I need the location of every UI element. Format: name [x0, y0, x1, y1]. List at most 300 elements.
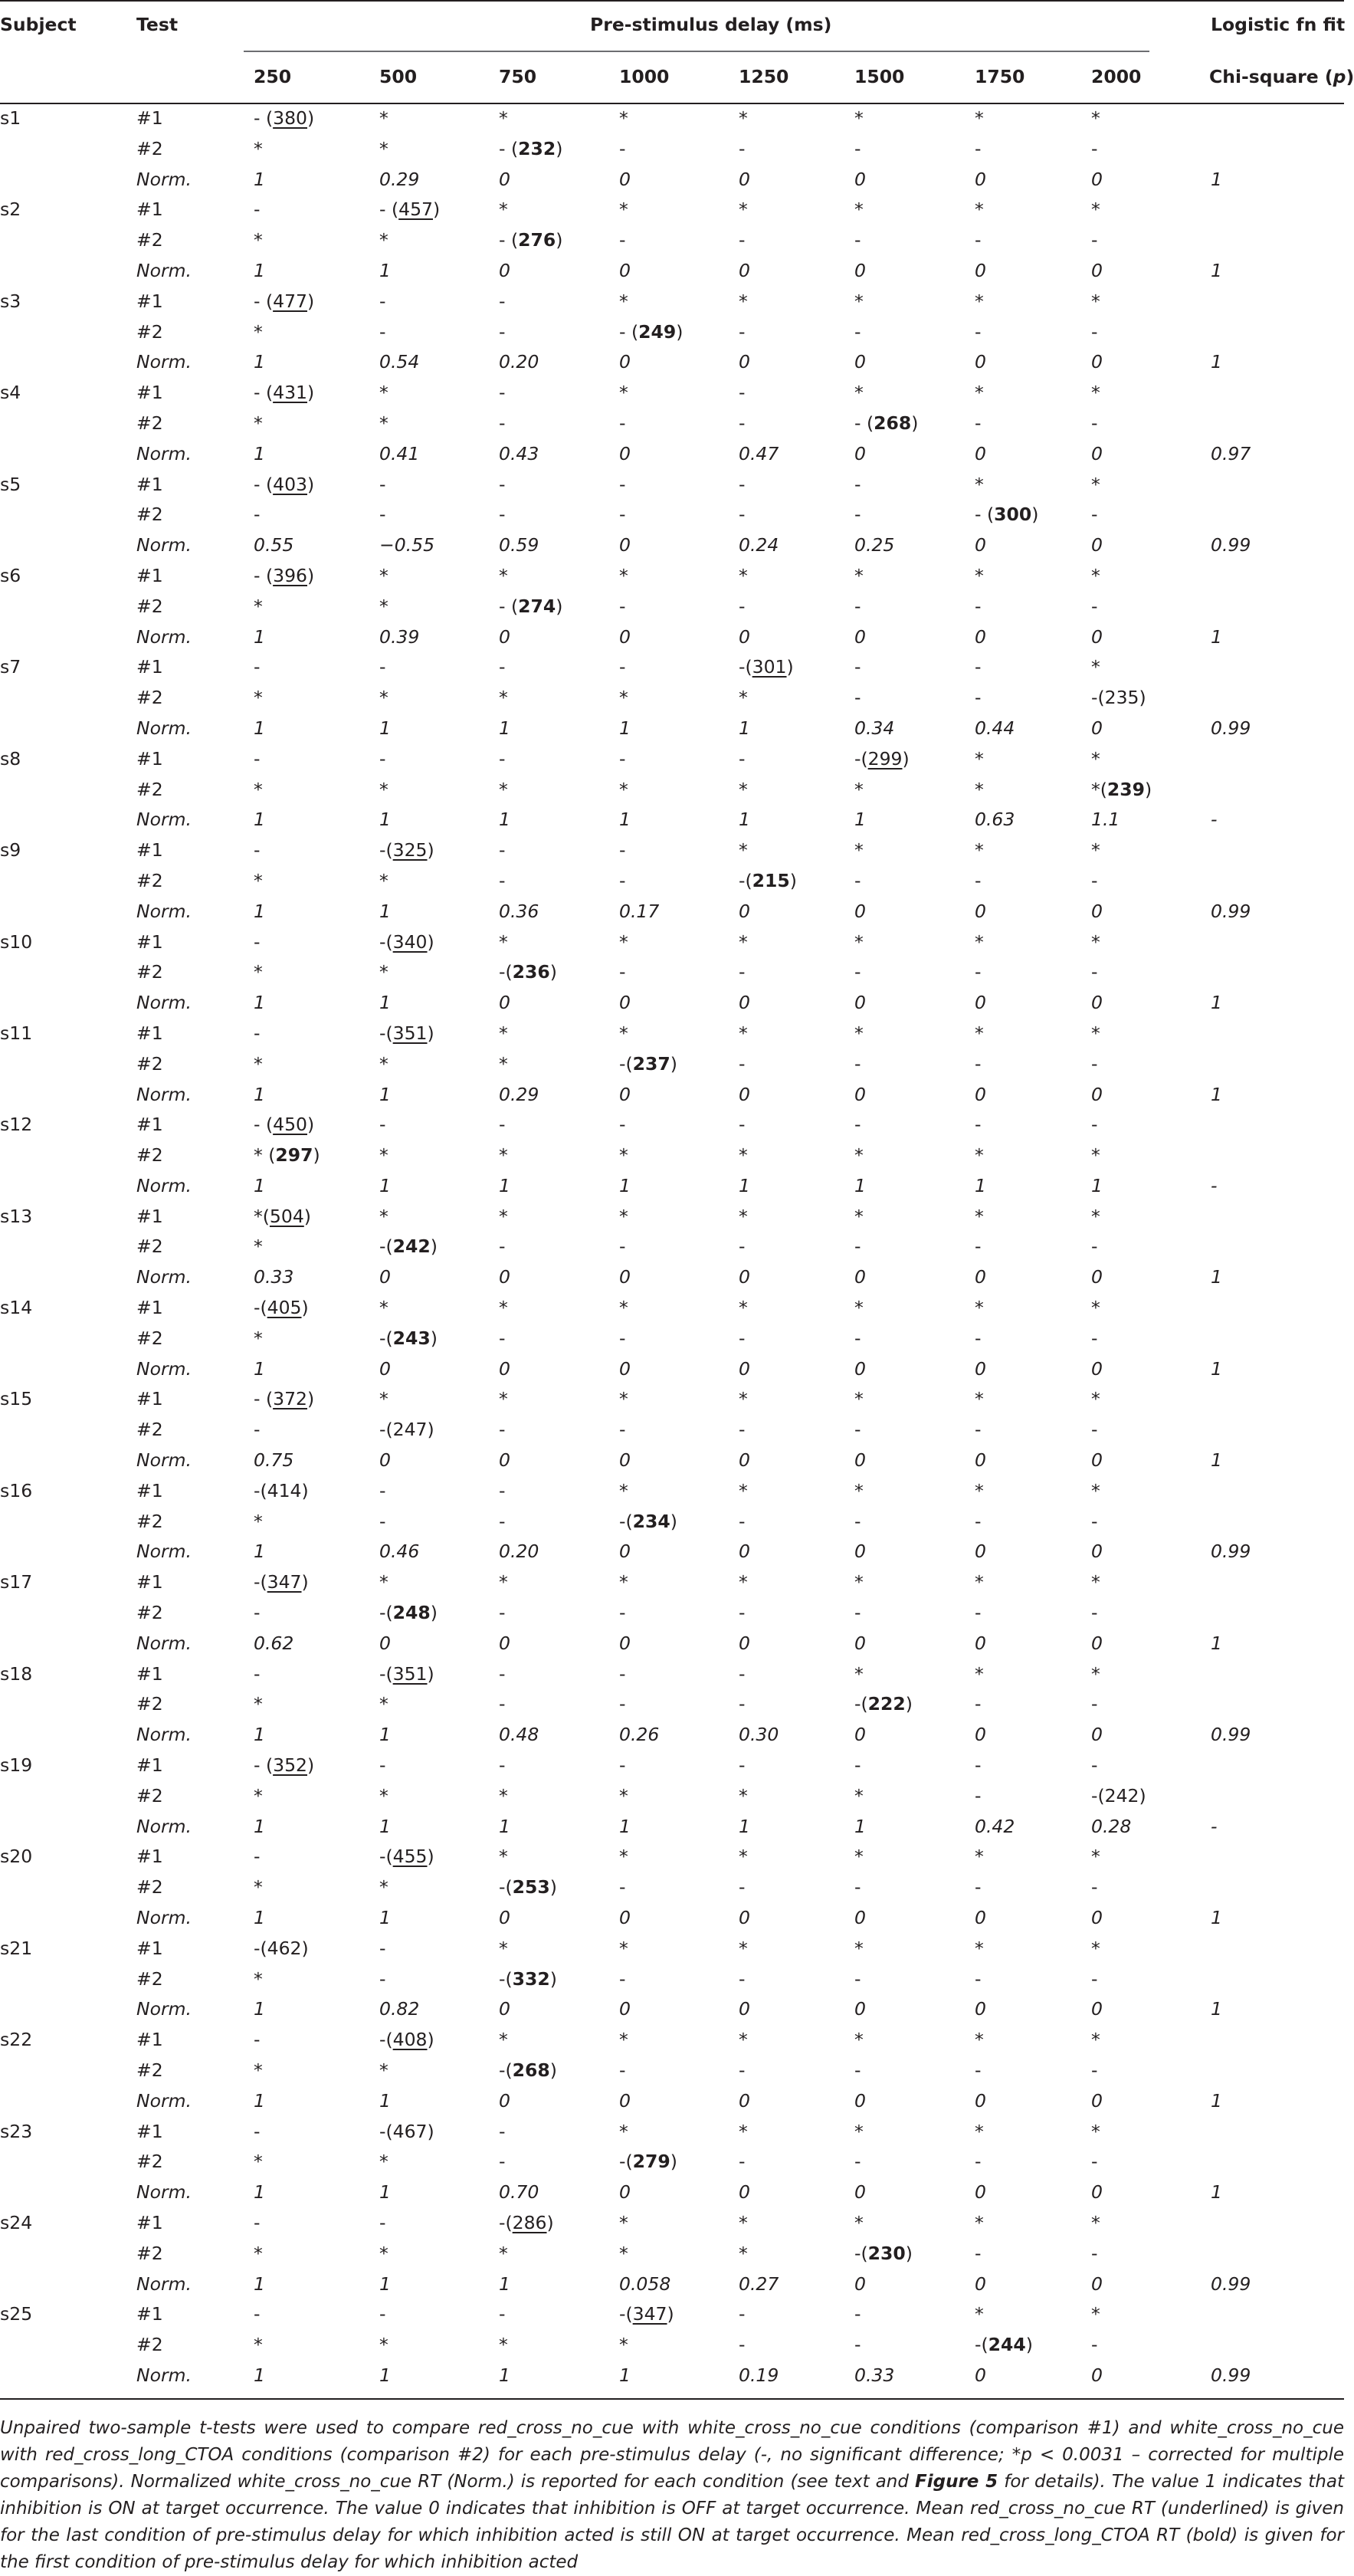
- cell-text: 0: [1091, 1998, 1103, 2020]
- value-cell: [739, 2029, 748, 2050]
- value-cell: [379, 107, 388, 129]
- cell-text: 0: [854, 259, 866, 281]
- norm-row: [0, 1445, 1344, 1475]
- value-cell: [975, 1388, 984, 1409]
- cell-text: 1: [254, 992, 265, 1014]
- subject-cell: s6: [0, 564, 21, 586]
- underlined-rt: 301: [752, 656, 787, 678]
- cell-text: *: [975, 2211, 984, 2233]
- test-cell: #1: [136, 2029, 163, 2051]
- value-cell: [254, 2273, 265, 2295]
- subject-cell: s5: [0, 473, 21, 495]
- cell-text: 0: [739, 1449, 750, 1472]
- cell-text: *: [379, 2059, 388, 2081]
- cell-text: ): [427, 2029, 434, 2051]
- value-cell: [739, 1846, 748, 1867]
- value-cell: [379, 474, 385, 495]
- value-cell: [1091, 1388, 1100, 1409]
- value-cell: [619, 656, 625, 678]
- value-cell: [619, 717, 631, 739]
- cell-text: -: [379, 320, 386, 343]
- value-cell: [975, 717, 1015, 739]
- value-cell: [379, 839, 434, 861]
- value-cell: [975, 504, 1038, 525]
- cell-text: *: [254, 2334, 263, 2356]
- cell-text: 0: [739, 2181, 750, 2204]
- value-cell: [1091, 839, 1100, 861]
- cell-text: 1: [254, 259, 265, 281]
- cell-text: 1: [379, 259, 391, 281]
- value-cell: [1091, 474, 1100, 495]
- fit-cell: 1: [1211, 2089, 1222, 2112]
- value-cell: [1091, 2059, 1097, 2081]
- value-cell: [379, 229, 388, 251]
- value-cell: [975, 2243, 981, 2264]
- cell-text: *: [499, 1846, 508, 1868]
- cell-text: 0.54: [379, 351, 420, 373]
- value-cell: [379, 2364, 391, 2386]
- cell-text: *: [619, 1784, 628, 1806]
- value-cell: [379, 1998, 419, 2020]
- value-cell: [619, 1358, 631, 1380]
- bold-rt: 249: [638, 320, 677, 343]
- cell-text: 1: [254, 1541, 265, 1563]
- value-cell: [499, 1084, 539, 1105]
- cell-text: 1: [379, 809, 391, 831]
- cell-text: *(: [1091, 778, 1107, 800]
- value-cell: [1091, 321, 1097, 343]
- value-cell: [499, 2303, 505, 2325]
- cell-text: 0: [499, 992, 510, 1014]
- cell-text: -: [1091, 1967, 1098, 1990]
- test-cell: #1: [136, 107, 163, 129]
- cell-text: 1: [499, 809, 510, 831]
- value-cell: [1091, 779, 1152, 800]
- value-cell: [499, 1968, 557, 1990]
- norm-row: [0, 1170, 1344, 1201]
- test-cell: Norm.: [136, 2272, 192, 2295]
- cell-text: *: [739, 1022, 748, 1044]
- test-cell: Norm.: [136, 992, 192, 1014]
- cell-text: - (: [254, 1754, 274, 1777]
- cell-text: -: [499, 412, 506, 434]
- cell-text: 0: [1091, 992, 1103, 1014]
- underlined-rt: 431: [273, 382, 307, 404]
- table-row: [0, 743, 1344, 774]
- cell-text: *: [739, 1846, 748, 1868]
- value-cell: [499, 870, 505, 891]
- value-cell: [1091, 2243, 1097, 2264]
- value-cell: [499, 626, 510, 648]
- value-cell: [1091, 2181, 1103, 2203]
- cell-text: ): [307, 1388, 315, 1410]
- value-cell: [739, 443, 779, 464]
- value-cell: [975, 1206, 984, 1227]
- cell-text: *: [619, 1022, 628, 1044]
- cell-text: -(462): [254, 1937, 309, 1959]
- value-cell: [619, 2243, 628, 2264]
- cell-text: 0: [739, 351, 750, 373]
- cell-text: -: [254, 2120, 261, 2142]
- bold-rt: 237: [632, 1052, 670, 1075]
- value-cell: [975, 1358, 986, 1380]
- value-cell: [975, 1816, 1015, 1837]
- cell-text: -: [619, 412, 626, 434]
- subject-cell: s2: [0, 199, 21, 221]
- cell-text: 0.24: [739, 534, 779, 556]
- table-row: [0, 317, 1344, 347]
- cell-text: 0: [975, 992, 986, 1014]
- cell-text: 0: [854, 1266, 866, 1288]
- cell-text: -: [379, 290, 386, 312]
- value-cell: [739, 474, 745, 495]
- fit-cell: 0.99: [1211, 900, 1251, 922]
- value-cell: [254, 1693, 263, 1715]
- value-cell: [975, 1785, 981, 1806]
- cell-text: *: [379, 382, 388, 404]
- cell-text: *: [499, 199, 508, 221]
- value-cell: [739, 1419, 745, 1440]
- cell-text: 0: [854, 1357, 866, 1380]
- bold-rt: 222: [867, 1693, 906, 1715]
- test-cell: #1: [136, 1937, 163, 1959]
- value-cell: [975, 1419, 981, 1440]
- cell-text: *: [1091, 564, 1100, 586]
- test-cell: #1: [136, 290, 163, 312]
- header-delay-group: Pre-stimulus delay (ms): [590, 14, 832, 35]
- bold-rt: 297: [275, 1144, 313, 1167]
- cell-text: -: [499, 504, 506, 526]
- cell-text: -(242): [1091, 1784, 1146, 1806]
- cell-text: -(247): [379, 1419, 434, 1441]
- value-cell: [619, 1022, 628, 1044]
- value-cell: [619, 2029, 628, 2050]
- value-cell: [975, 961, 981, 983]
- table-row: [0, 1688, 1344, 1719]
- value-cell: [254, 2029, 260, 2050]
- value-cell: [1091, 443, 1103, 464]
- cell-text: 1: [254, 351, 265, 373]
- cell-text: *: [499, 2242, 508, 2264]
- cell-text: -(467): [379, 2120, 434, 2142]
- underlined-rt: 405: [267, 1297, 302, 1319]
- value-cell: [739, 138, 745, 159]
- cell-text: *: [975, 839, 984, 861]
- value-cell: [854, 596, 861, 617]
- header-delay-1750: 1750: [975, 66, 1025, 87]
- value-cell: [854, 474, 861, 495]
- cell-text: *: [254, 1693, 263, 1715]
- cell-text: -(: [379, 1235, 393, 1258]
- cell-text: 1: [379, 2272, 391, 2295]
- test-cell: #2: [136, 1510, 163, 1532]
- table-row: [0, 1292, 1344, 1323]
- value-cell: [619, 931, 628, 953]
- value-cell: [975, 1907, 986, 1928]
- underlined-rt: 455: [392, 1846, 428, 1868]
- test-cell: #1: [136, 1114, 163, 1136]
- test-cell: #1: [136, 1297, 163, 1319]
- value-cell: [619, 321, 683, 343]
- value-cell: [1091, 1968, 1097, 1990]
- cell-text: -: [379, 1967, 386, 1990]
- value-cell: [1091, 1724, 1103, 1745]
- cell-text: *: [619, 1144, 628, 1167]
- bold-rt: 332: [512, 1967, 550, 1990]
- value-cell: [379, 2273, 391, 2295]
- fit-cell: 1: [1211, 992, 1222, 1014]
- cell-text: 0.42: [975, 1815, 1015, 1837]
- value-cell: [1091, 1480, 1100, 1501]
- cell-text: *: [254, 595, 263, 617]
- cell-text: *: [975, 107, 984, 129]
- cell-text: *: [1091, 1297, 1100, 1319]
- value-cell: [254, 199, 260, 220]
- value-cell: [739, 1175, 750, 1196]
- value-cell: [854, 107, 864, 129]
- value-cell: [739, 2243, 748, 2264]
- cell-text: -: [499, 1754, 506, 1777]
- value-cell: [379, 1511, 385, 1532]
- cell-text: -: [739, 1114, 746, 1136]
- cell-text: 0: [499, 1907, 510, 1929]
- test-cell: Norm.: [136, 2364, 192, 2386]
- value-cell: [854, 1175, 866, 1196]
- cell-text: -(: [499, 2211, 513, 2233]
- value-cell: [854, 443, 866, 464]
- cell-text: -(: [975, 2334, 988, 2356]
- cell-text: *: [975, 2303, 984, 2325]
- subject-cell: s11: [0, 1022, 33, 1044]
- value-cell: [854, 1602, 861, 1623]
- norm-row: [0, 164, 1344, 195]
- cell-text: -: [854, 1510, 861, 1532]
- cell-text: 0: [975, 1907, 986, 1929]
- cell-text: *: [379, 564, 388, 586]
- cell-text: ): [307, 290, 315, 312]
- value-cell: [499, 1449, 510, 1471]
- cell-text: 1: [619, 717, 631, 739]
- cell-text: 0: [499, 1449, 510, 1472]
- cell-text: *: [854, 107, 864, 129]
- test-cell: Norm.: [136, 1266, 192, 1288]
- cell-text: -: [1091, 1052, 1098, 1075]
- subject-cell: s9: [0, 839, 21, 861]
- subject-cell: s4: [0, 382, 21, 404]
- test-cell: Norm.: [136, 1083, 192, 1105]
- value-cell: [619, 1571, 628, 1593]
- bold-rt: 276: [518, 229, 556, 251]
- value-cell: [379, 1358, 391, 1380]
- cell-text: -: [1091, 1510, 1098, 1532]
- cell-text: 0.30: [739, 1724, 779, 1746]
- cell-text: -: [854, 656, 861, 678]
- cell-text: *: [739, 1937, 748, 1959]
- value-cell: [499, 2334, 508, 2355]
- cell-text: -: [739, 229, 746, 251]
- value-cell: [619, 1998, 631, 2020]
- header-chi-square-label: Chi-square (: [1209, 66, 1333, 87]
- value-cell: [1091, 565, 1100, 586]
- value-cell: [499, 1754, 505, 1776]
- value-cell: [499, 1693, 505, 1715]
- value-cell: [499, 169, 510, 190]
- value-cell: [379, 1754, 385, 1776]
- value-cell: [499, 1206, 508, 1227]
- test-cell: #1: [136, 1846, 163, 1868]
- cell-text: ): [549, 961, 557, 983]
- cell-text: 1: [739, 717, 750, 739]
- cell-text: ): [905, 1693, 913, 1715]
- cell-text: -: [619, 1114, 626, 1136]
- test-cell: Norm.: [136, 1541, 192, 1563]
- value-cell: [1091, 1938, 1100, 1959]
- cell-text: ): [430, 1235, 438, 1258]
- cell-text: 1: [499, 2364, 510, 2386]
- cell-text: *: [975, 473, 984, 495]
- header-chi-square: [1209, 66, 1354, 87]
- test-cell: #2: [136, 869, 163, 891]
- cell-text: *: [619, 290, 628, 312]
- cell-text: -: [739, 1235, 746, 1258]
- underlined-rt: 340: [392, 930, 428, 953]
- table-row: [0, 194, 1344, 225]
- value-cell: [254, 321, 263, 343]
- table-row: [0, 2238, 1344, 2269]
- cell-text: - (: [619, 320, 639, 343]
- value-cell: [975, 687, 981, 708]
- bold-rt: 268: [874, 412, 912, 434]
- fit-cell: 0.97: [1211, 442, 1251, 464]
- cell-text: -: [379, 1754, 386, 1777]
- cell-text: 0: [854, 2181, 866, 2204]
- cell-text: *: [499, 687, 508, 709]
- value-cell: [975, 2090, 986, 2112]
- subject-cell: s24: [0, 2211, 33, 2233]
- cell-text: *: [854, 1937, 864, 1959]
- cell-text: -: [499, 1662, 506, 1685]
- underlined-rt: 372: [273, 1388, 307, 1410]
- value-cell: [739, 748, 745, 770]
- underlined-rt: 286: [512, 2211, 547, 2233]
- cell-text: *: [254, 2151, 263, 2173]
- cell-text: -: [254, 1846, 261, 1868]
- value-cell: [499, 534, 539, 556]
- cell-text: *: [854, 1205, 864, 1227]
- value-cell: [854, 1053, 861, 1075]
- cell-text: - (: [499, 229, 519, 251]
- value-cell: [379, 1846, 434, 1867]
- value-cell: [499, 1266, 510, 1288]
- value-cell: [619, 138, 625, 159]
- cell-text: -: [854, 504, 861, 526]
- value-cell: [854, 687, 861, 708]
- value-cell: [254, 107, 314, 129]
- cell-text: -: [499, 2303, 506, 2325]
- cell-text: ): [427, 1846, 434, 1868]
- cell-text: -: [619, 1602, 626, 1624]
- cell-text: ): [670, 1510, 677, 1532]
- value-cell: [499, 412, 505, 434]
- table-row: [0, 377, 1344, 408]
- value-cell: [379, 412, 388, 434]
- cell-text: - (: [254, 382, 274, 404]
- value-cell: [854, 748, 910, 770]
- test-cell: #1: [136, 2303, 163, 2325]
- value-cell: [499, 1419, 505, 1440]
- cell-text: 0: [739, 1907, 750, 1929]
- value-cell: [739, 901, 750, 922]
- value-cell: [739, 382, 745, 403]
- value-cell: [499, 1144, 508, 1166]
- value-cell: [379, 1327, 438, 1349]
- value-cell: [975, 2029, 984, 2050]
- cell-text: 0: [854, 168, 866, 190]
- value-cell: [975, 1022, 984, 1044]
- value-cell: [739, 1541, 750, 1562]
- value-cell: [254, 626, 265, 648]
- value-cell: [1091, 748, 1100, 770]
- cell-text: -(: [499, 1876, 513, 1898]
- cell-text: *(: [254, 1205, 270, 1227]
- caption-text-2: for details). The value 1 indicates that inhibition is ON at target occurrence. The value 0 indicates that inhibition is OFF at target occurrence. Mean red_cross_no_cue RT (underlined) is given for the last condition of pre-stimulus delay for which inhibition acted is still ON at target occurrence. Mean red_cross_long_CTOA RT (bold) is given for the first condition of pre-stimulus delay for which inhibition acted: [0, 2472, 1345, 2572]
- cell-text: 1: [379, 2089, 391, 2112]
- underlined-rt: 352: [273, 1754, 307, 1777]
- cell-text: 0: [619, 351, 631, 373]
- value-cell: [619, 2212, 628, 2233]
- value-cell: [739, 534, 779, 556]
- underlined-rt: 380: [273, 107, 307, 129]
- cell-text: -: [619, 1419, 626, 1441]
- cell-text: *: [379, 412, 388, 434]
- value-cell: [739, 1022, 748, 1044]
- value-cell: [619, 229, 625, 251]
- cell-text: 1: [854, 809, 866, 831]
- cell-text: 1: [1091, 1174, 1103, 1196]
- table-row: [0, 1048, 1344, 1079]
- value-cell: [1091, 107, 1100, 129]
- value-cell: [739, 1388, 748, 1409]
- value-cell: [854, 382, 864, 403]
- value-cell: [739, 169, 750, 190]
- test-cell: #2: [136, 2242, 163, 2264]
- cell-text: 0: [854, 1907, 866, 1929]
- cell-text: *: [254, 320, 263, 343]
- table-row: [0, 1964, 1344, 1994]
- cell-text: 1: [619, 809, 631, 831]
- value-cell: [499, 1114, 505, 1135]
- cell-text: *: [379, 961, 388, 983]
- test-cell: #2: [136, 2059, 163, 2081]
- value-cell: [975, 474, 984, 495]
- value-cell: [739, 229, 745, 251]
- value-cell: [254, 656, 260, 678]
- header-fit-group: Logistic fn fit: [1211, 14, 1346, 35]
- test-cell: Norm.: [136, 1357, 192, 1380]
- cell-text: 0: [499, 2089, 510, 2112]
- value-cell: [379, 1297, 388, 1318]
- value-cell: [1091, 1785, 1146, 1806]
- cell-text: *: [975, 1479, 984, 1501]
- cell-text: *: [619, 2334, 628, 2356]
- value-cell: [499, 1998, 510, 2020]
- table-caption: [0, 2415, 1344, 2576]
- underlined-rt: 351: [392, 1022, 428, 1044]
- value-cell: [975, 1571, 984, 1593]
- cell-text: -: [499, 1510, 506, 1532]
- cell-text: *: [499, 1784, 508, 1806]
- cell-text: 1: [854, 1174, 866, 1196]
